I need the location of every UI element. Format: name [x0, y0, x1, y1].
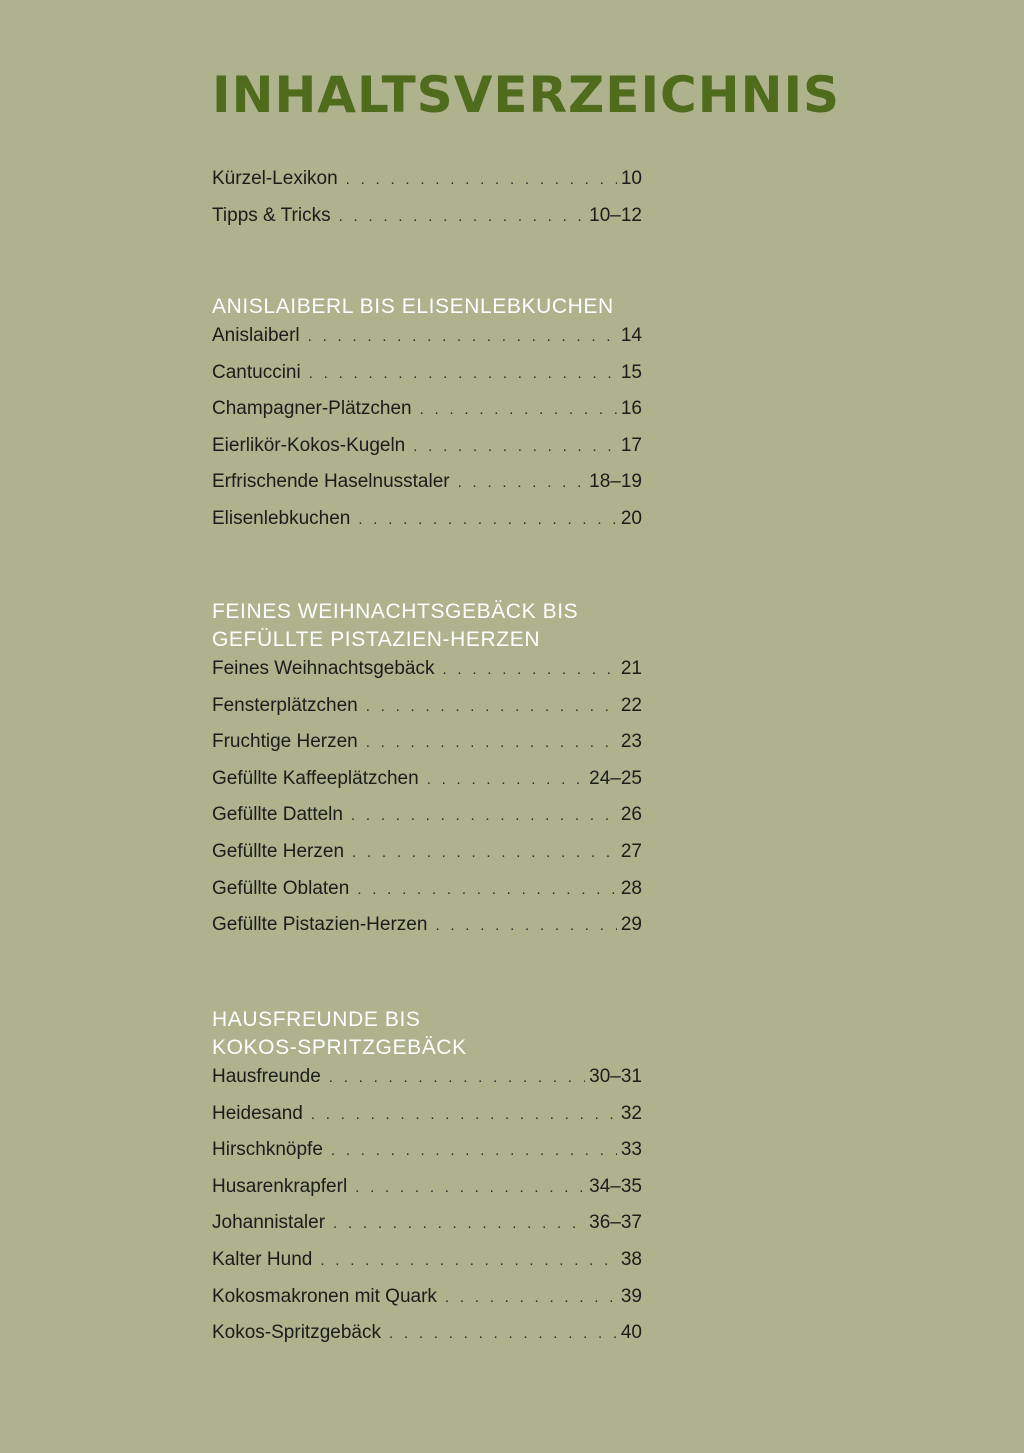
toc-entry[interactable] — [212, 435, 642, 472]
entry-label: Gefüllte Pistazien-Herzen — [212, 914, 428, 936]
entry-page-number: 26 — [620, 804, 642, 826]
entry-page-number: 30–31 — [589, 1066, 642, 1087]
entry-page-number: 39 — [620, 1285, 642, 1307]
dot-leader — [311, 1106, 617, 1123]
section-feines-weihnachtsgebaeck-pistazien-herzen — [212, 598, 642, 951]
section-entry-list — [212, 1066, 642, 1359]
dot-leader — [427, 771, 585, 788]
section-heading-line: GEFÜLLTE PISTAZIEN-HERZEN — [212, 628, 541, 651]
entry-label: Elisenlebkuchen — [212, 507, 351, 529]
intro-entry-list — [212, 168, 642, 241]
entry-label: Kürzel-Lexikon — [212, 168, 338, 189]
toc-entry[interactable] — [212, 878, 642, 915]
section-hausfreunde-kokos-spritzgebaeck — [212, 1006, 642, 1359]
toc-entry[interactable] — [212, 731, 642, 768]
entry-page-number: 20 — [620, 507, 642, 529]
entry-label: Gefüllte Oblaten — [212, 877, 350, 899]
toc-entry[interactable] — [212, 804, 642, 841]
entry-page-number: 40 — [620, 1322, 642, 1344]
dot-leader — [329, 1069, 585, 1086]
dot-leader — [389, 1325, 617, 1342]
entry-page-number: 22 — [620, 694, 642, 716]
section-entry-list — [212, 325, 642, 545]
entry-label: Heidesand — [212, 1102, 303, 1124]
dot-leader — [435, 917, 616, 934]
entry-page-number: 15 — [620, 361, 642, 383]
entry-label: Gefüllte Kaffeeplätzchen — [212, 767, 419, 789]
entry-page-number: 34–35 — [589, 1175, 642, 1197]
toc-entry[interactable] — [212, 1322, 642, 1359]
toc-entry[interactable] — [212, 471, 642, 508]
entry-page-number: 27 — [620, 840, 642, 862]
entry-page-number: 23 — [620, 731, 642, 753]
entry-label: Hirschknöpfe — [212, 1139, 323, 1161]
dot-leader — [358, 511, 616, 528]
toc-entry[interactable] — [212, 1176, 642, 1213]
section-entry-list — [212, 658, 642, 951]
section-heading — [212, 1006, 642, 1062]
dot-leader — [420, 401, 617, 418]
entry-label: Eierlikör-Kokos-Kugeln — [212, 434, 406, 456]
section-heading — [212, 598, 642, 654]
toc-entry[interactable] — [212, 658, 642, 695]
entry-label: Kokos-Spritzgebäck — [212, 1322, 381, 1344]
entry-page-number: 38 — [620, 1248, 642, 1270]
entry-label: Fensterplätzchen — [212, 694, 358, 716]
entry-label: Hausfreunde — [212, 1066, 321, 1087]
toc-entry[interactable] — [212, 168, 642, 205]
entry-label: Erfrischende Haselnusstaler — [212, 471, 450, 493]
toc-entry[interactable] — [212, 841, 642, 878]
toc-entry[interactable] — [212, 914, 642, 951]
toc-entry[interactable] — [212, 362, 642, 399]
intro-section — [212, 168, 642, 241]
dot-leader — [309, 365, 617, 382]
entry-label: Johannistaler — [212, 1212, 326, 1234]
entry-page-number: 28 — [620, 877, 642, 899]
dot-leader — [458, 474, 586, 491]
entry-label: Anislaiberl — [212, 325, 300, 346]
toc-entry[interactable] — [212, 1066, 642, 1103]
entry-label: Tipps & Tricks — [212, 204, 331, 226]
dot-leader — [357, 881, 617, 898]
dot-leader — [346, 171, 617, 188]
entry-page-number: 10–12 — [589, 204, 642, 226]
dot-leader — [333, 1215, 585, 1232]
entry-page-number: 29 — [620, 914, 642, 936]
entry-label: Husarenkrapferl — [212, 1175, 348, 1197]
entry-page-number: 24–25 — [589, 767, 642, 789]
entry-label: Kalter Hund — [212, 1248, 313, 1270]
dot-leader — [355, 1179, 585, 1196]
dot-leader — [366, 698, 617, 715]
toc-entry[interactable] — [212, 205, 642, 242]
dot-leader — [413, 438, 617, 455]
entry-label: Feines Weihnachtsgebäck — [212, 658, 435, 679]
toc-entry[interactable] — [212, 695, 642, 732]
dot-leader — [351, 807, 617, 824]
entry-page-number: 18–19 — [589, 471, 642, 493]
toc-entry[interactable] — [212, 1286, 642, 1323]
toc-entry[interactable] — [212, 1249, 642, 1286]
entry-page-number: 16 — [620, 398, 642, 420]
dot-leader — [352, 844, 617, 861]
entry-page-number: 32 — [620, 1102, 642, 1124]
toc-entry[interactable] — [212, 508, 642, 545]
entry-label: Gefüllte Datteln — [212, 804, 343, 826]
toc-entry[interactable] — [212, 1212, 642, 1249]
page-title: INHALTSVERZEICHNIS — [212, 66, 841, 124]
dot-leader — [339, 208, 586, 225]
dot-leader — [443, 661, 617, 678]
section-heading-line: HAUSFREUNDE BIS — [212, 1008, 421, 1031]
entry-label: Kokosmakronen mit Quark — [212, 1285, 437, 1307]
entry-page-number: 17 — [620, 434, 642, 456]
dot-leader — [366, 734, 617, 751]
section-heading — [212, 293, 642, 321]
entry-page-number: 10 — [620, 168, 642, 189]
section-heading-line: FEINES WEIHNACHTSGEBÄCK BIS — [212, 600, 579, 623]
dot-leader — [320, 1252, 617, 1269]
section-heading-line: KOKOS-SPRITZGEBÄCK — [212, 1036, 467, 1059]
entry-label: Fruchtige Herzen — [212, 731, 358, 753]
dot-leader — [445, 1289, 617, 1306]
entry-page-number: 36–37 — [589, 1212, 642, 1234]
entry-page-number: 14 — [620, 325, 642, 346]
section-anislaiberl-elisenlebkuchen — [212, 293, 642, 545]
section-heading-line: ANISLAIBERL BIS ELISENLEBKUCHEN — [212, 295, 614, 318]
entry-page-number: 21 — [620, 658, 642, 679]
entry-label: Champagner-Plätzchen — [212, 398, 412, 420]
dot-leader — [331, 1142, 617, 1159]
toc-entry[interactable] — [212, 1139, 642, 1176]
toc-entry[interactable] — [212, 398, 642, 435]
entry-label: Gefüllte Herzen — [212, 840, 345, 862]
entry-label: Cantuccini — [212, 361, 301, 383]
toc-entry[interactable] — [212, 1103, 642, 1140]
dot-leader — [308, 328, 617, 345]
toc-entry[interactable] — [212, 325, 642, 362]
toc-entry[interactable] — [212, 768, 642, 805]
entry-page-number: 33 — [620, 1139, 642, 1161]
